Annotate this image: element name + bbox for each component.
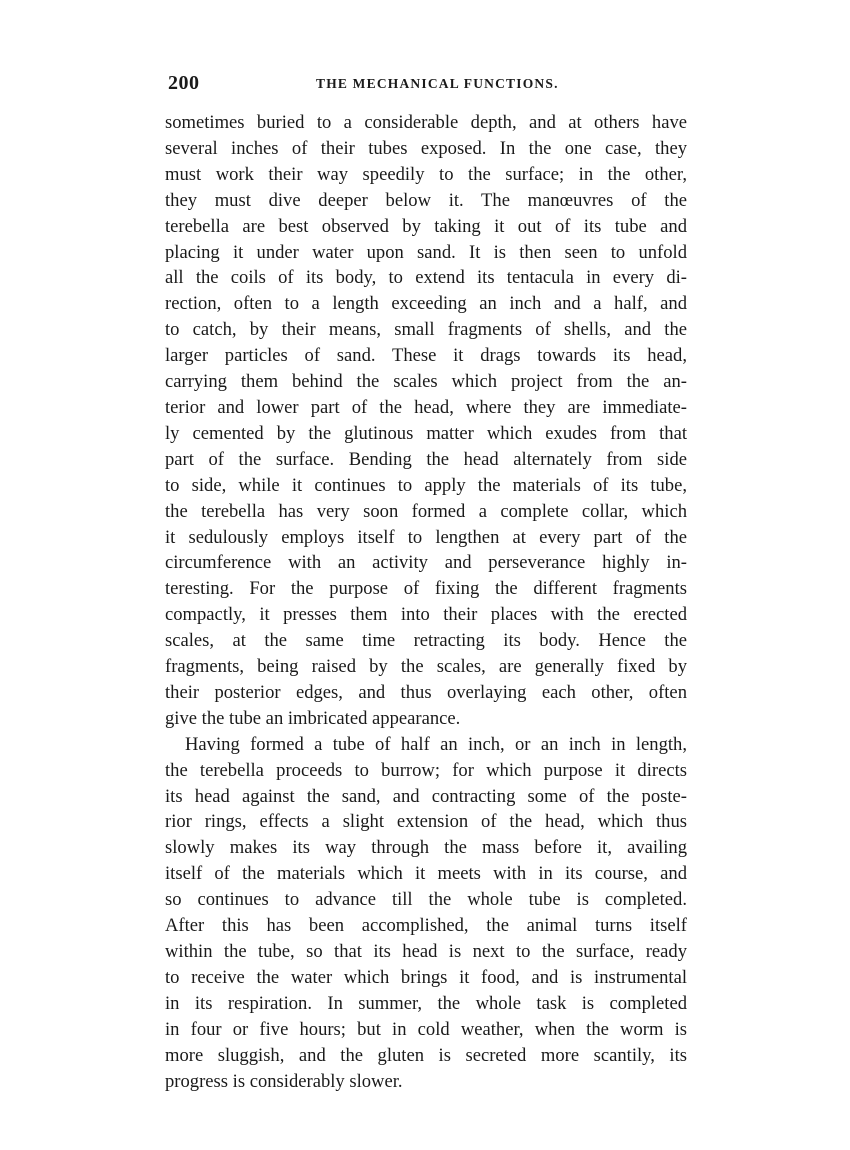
- text-line: to side, while it continues to apply the materials of its tube,: [165, 474, 687, 496]
- text-line: it sedulously employs itself to lengthen at every part of the: [165, 526, 687, 548]
- text-line: fragments, being raised by the scales, are generally fixed by: [165, 656, 687, 678]
- body-text: [165, 110, 687, 1094]
- paragraph-end-line: progress is considerably slower.: [165, 1070, 403, 1092]
- text-line: to catch, by their means, small fragments of shells, and the: [165, 319, 687, 341]
- text-line: in its respiration. In summer, the whole task is completed: [165, 992, 687, 1014]
- running-title: THE MECHANICAL FUNCTIONS.: [316, 76, 559, 91]
- text-line: ly cemented by the glutinous matter which exudes from that: [165, 422, 687, 444]
- page-number: 200: [168, 72, 200, 94]
- text-line: After this has been accomplished, the animal turns itself: [165, 915, 687, 937]
- text-line: itself of the materials which it meets with in its course, and: [165, 863, 687, 885]
- text-line: teresting. For the purpose of fixing the different fragments: [165, 578, 687, 600]
- text-line: its head against the sand, and contracting some of the poste-: [165, 785, 687, 807]
- paragraph-start-line: Having formed a tube of half an inch, or an inch in length,: [185, 733, 687, 755]
- text-line: within the tube, so that its head is next to the surface, ready: [165, 941, 687, 962]
- text-line: terior and lower part of the head, where they are immediate-: [165, 396, 687, 418]
- text-line: part of the surface. Bending the head alternately from side: [165, 448, 687, 470]
- paragraph-end-line: give the tube an imbricated appearance.: [165, 707, 461, 729]
- text-line: to receive the water which brings it food, and is instrumental: [165, 966, 687, 988]
- text-line: rior rings, effects a slight extension of the head, which thus: [165, 811, 687, 833]
- running-head: [168, 72, 688, 100]
- text-line: scales, at the same time retracting its body. Hence the: [165, 630, 687, 652]
- text-line: rection, often to a length exceeding an inch and a half, and: [165, 293, 687, 315]
- text-line: the terebella proceeds to burrow; for which purpose it directs: [165, 759, 687, 781]
- text-line: sometimes buried to a considerable depth, and at others have: [165, 112, 687, 133]
- text-line: terebella are best observed by taking it out of its tube and: [165, 215, 687, 237]
- text-line: compactly, it presses them into their places with the erected: [165, 604, 687, 626]
- text-line: so continues to advance till the whole tube is completed.: [165, 889, 687, 911]
- text-line: placing it under water upon sand. It is then seen to unfold: [165, 241, 687, 263]
- text-line: slowly makes its way through the mass before it, availing: [165, 837, 687, 859]
- text-line: all the coils of its body, to extend its tentacula in every di-: [165, 267, 687, 289]
- text-line: several inches of their tubes exposed. In the one case, they: [165, 137, 687, 159]
- text-line: the terebella has very soon formed a complete collar, which: [165, 500, 687, 522]
- text-line: circumference with an activity and perseverance highly in-: [165, 552, 687, 574]
- text-line: carrying them behind the scales which project from the an-: [165, 371, 687, 393]
- text-line: their posterior edges, and thus overlaying each other, often: [165, 681, 687, 703]
- text-line: they must dive deeper below it. The manœuvres of the: [165, 189, 687, 211]
- text-line: in four or five hours; but in cold weather, when the worm is: [165, 1018, 687, 1040]
- text-line: more sluggish, and the gluten is secreted more scantily, its: [165, 1044, 687, 1066]
- text-line: larger particles of sand. These it drags towards its head,: [165, 345, 687, 367]
- text-line: must work their way speedily to the surface; in the other,: [165, 163, 687, 185]
